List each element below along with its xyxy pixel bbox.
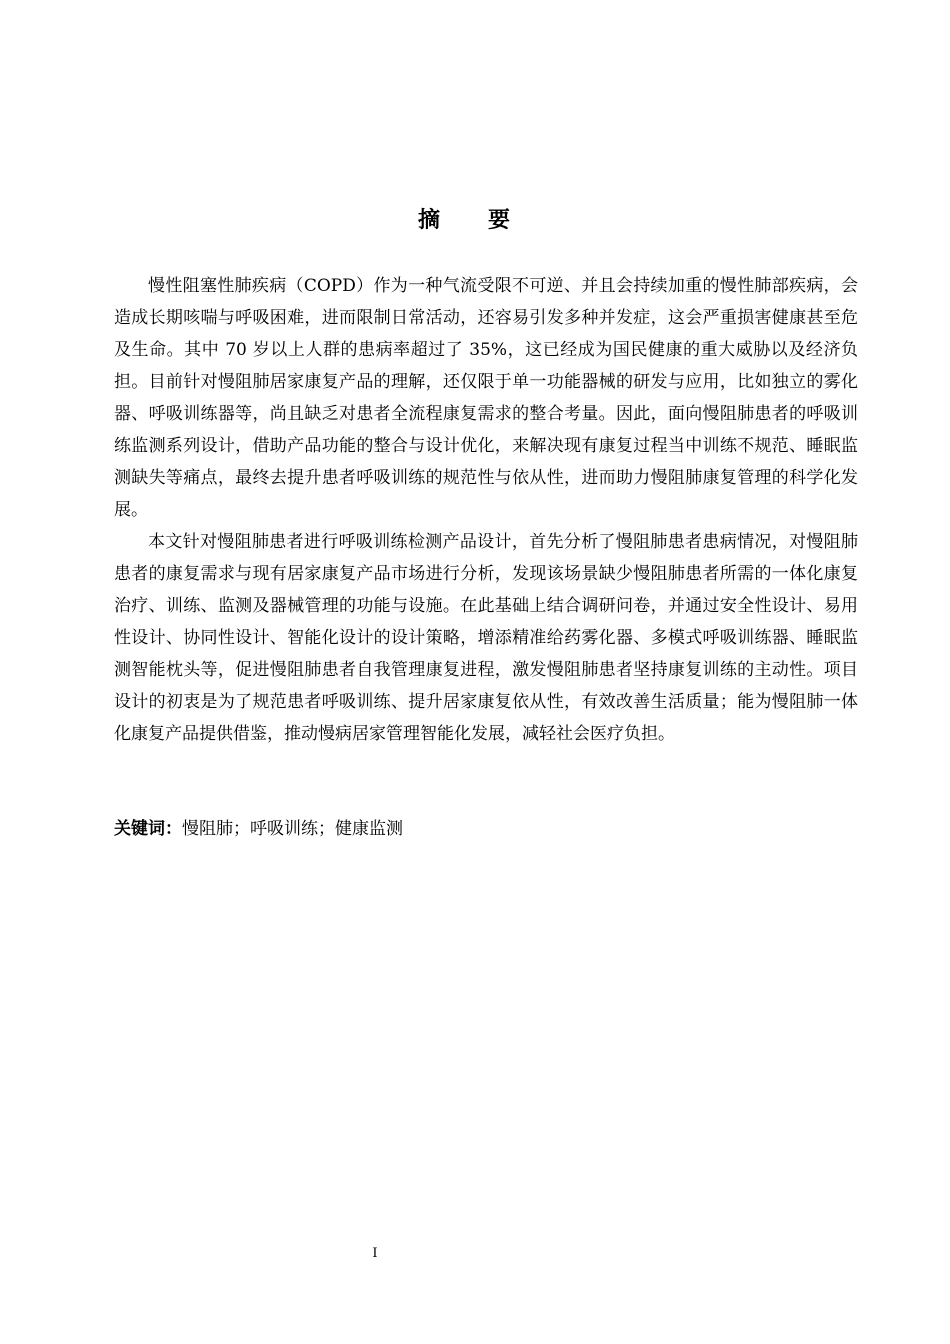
keywords-line <box>114 813 858 845</box>
keywords-text: 慢阻肺；呼吸训练；健康监测 <box>182 819 403 839</box>
abstract-body <box>114 270 858 750</box>
abstract-title: 摘要 <box>417 208 558 233</box>
keywords-label: 关键词： <box>114 819 182 839</box>
page-number: I <box>372 1246 378 1261</box>
abstract-paragraph-1: 慢性阻塞性肺疾病（COPD）作为一种气流受限不可逆、并且会持续加重的慢性肺部疾病，会造成长期咳喘与呼吸困难，进而限制日常活动，还容易引发多种并发症，这会严重损害健康甚至危及生命。其中 70 岁以上人群的患病率超过了 35%，这已经成为国民健康的重大威胁以及经济负担。目前针对慢阻肺居家康复产品的理解，还仅限于单一功能器械的研发与应用，比如独立的雾化器、呼吸训练器等，尚且缺乏对患者全流程康复需求的整合考量。因此，面向慢阻肺患者的呼吸训练监测系列设计，借助产品功能的整合与设计优化，来解决现有康复过程当中训练不规范、睡眠监测缺失等痛点，最终去提升患者呼吸训练的规范性与依从性，进而助力慢阻肺康复管理的科学化发展。 <box>114 276 858 520</box>
abstract-paragraph-2: 本文针对慢阻肺患者进行呼吸训练检测产品设计，首先分析了慢阻肺患者患病情况，对慢阻肺患者的康复需求与现有居家康复产品市场进行分析，发现该场景缺少慢阻肺患者所需的一体化康复治疗、训练、监测及器械管理的功能与设施。在此基础上结合调研问卷，并通过安全性设计、易用性设计、协同性设计、智能化设计的设计策略，增添精准给药雾化器、多模式呼吸训练器、睡眠监测智能枕头等，促进慢阻肺患者自我管理康复进程，激发慢阻肺患者坚持康复训练的主动性。项目设计的初衷是为了规范患者呼吸训练、提升居家康复依从性，有效改善生活质量；能为慢阻肺一体化康复产品提供借鉴，推动慢病居家管理智能化发展，减轻社会医疗负担。 <box>114 532 858 744</box>
